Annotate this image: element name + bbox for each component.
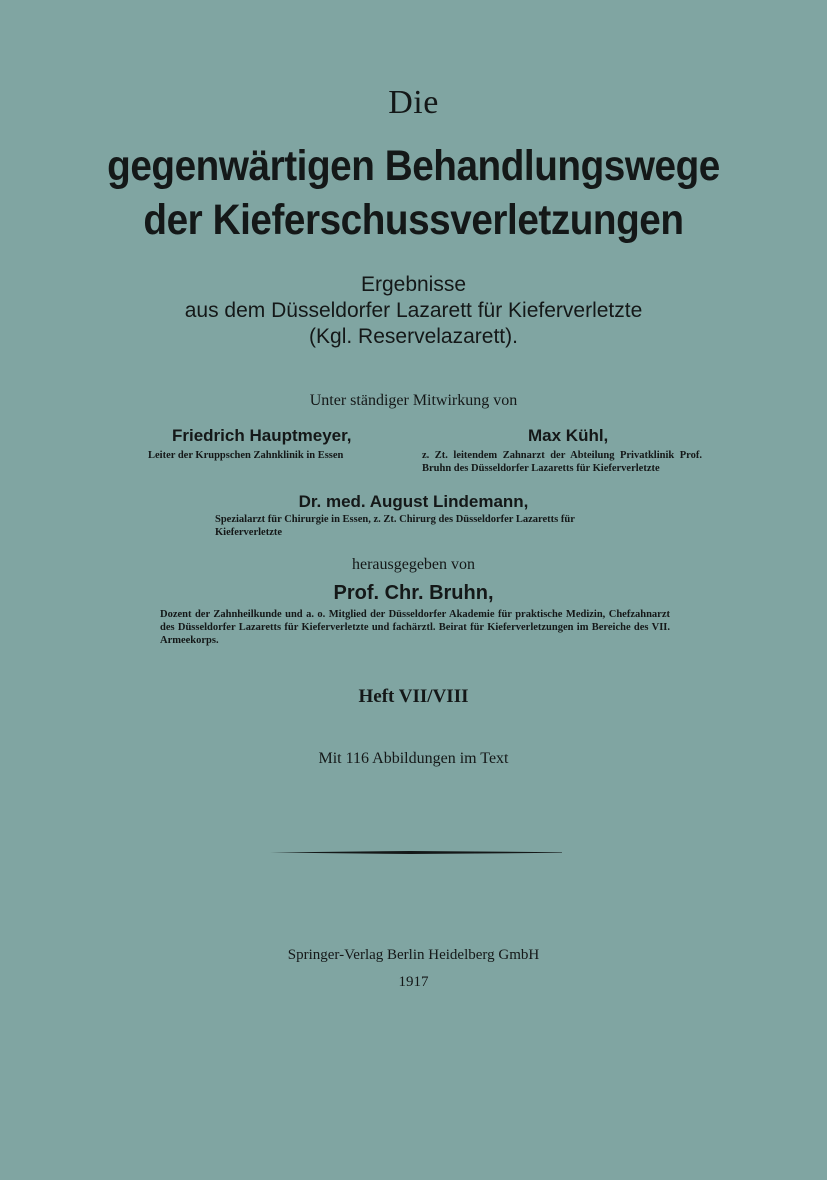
editor-description: Dozent der Zahnheilkunde und a. o. Mitglied der Düsseldorfer Akademie für praktische Medizin, Chefzahnarzt des Düsseldorfer Lazaretts für Kieferverletzte und fachärztl. Beirat für Kieferverletzungen im Bereiche des VII. Armeekorps. <box>160 609 670 646</box>
illustrations-note: Mit 116 Abbildungen im Text <box>318 750 509 767</box>
subtitle-lazarett: aus dem Düsseldorfer Lazarett für Kieferverletzte <box>184 299 643 322</box>
publication-year: 1917 <box>398 974 429 990</box>
decorative-rule <box>270 851 562 854</box>
contributor-kuehl-name: Max Kühl, <box>528 426 609 445</box>
editor-intro: herausgegeben von <box>351 556 476 573</box>
contributor-lindemann-description: Spezialarzt für Chirurgie in Essen, z. Zt. Chirurg des Düsseldorfer Lazaretts für Kieferverletzte <box>215 514 575 538</box>
title-line-die: Die <box>388 84 439 121</box>
issue-number: Heft VII/VIII <box>358 686 469 707</box>
editor-name: Prof. Chr. Bruhn, <box>333 582 494 604</box>
title-line-behandlungswege: gegenwärtigen Behandlungswege <box>107 142 720 190</box>
contributor-kuehl-description: z. Zt. leitendem Zahnarzt der Abteilung Privatklinik Prof. Bruhn des Düsseldorfer Lazaretts für Kieferverletzte <box>422 450 702 474</box>
publisher: Springer-Verlag Berlin Heidelberg GmbH <box>287 947 540 963</box>
contributor-hauptmeyer-name: Friedrich Hauptmeyer, <box>172 426 352 445</box>
contributor-lindemann-name: Dr. med. August Lindemann, <box>298 492 529 511</box>
contributor-hauptmeyer-description: Leiter der Kruppschen Zahnklinik in Essen <box>148 450 344 461</box>
title-line-kieferschussverletzungen: der Kieferschussverletzungen <box>143 196 684 244</box>
subtitle-reservelazarett: (Kgl. Reservelazarett). <box>309 325 518 348</box>
subtitle-ergebnisse: Ergebnisse <box>360 273 467 296</box>
collaboration-intro: Unter ständiger Mitwirkung von <box>309 392 518 409</box>
